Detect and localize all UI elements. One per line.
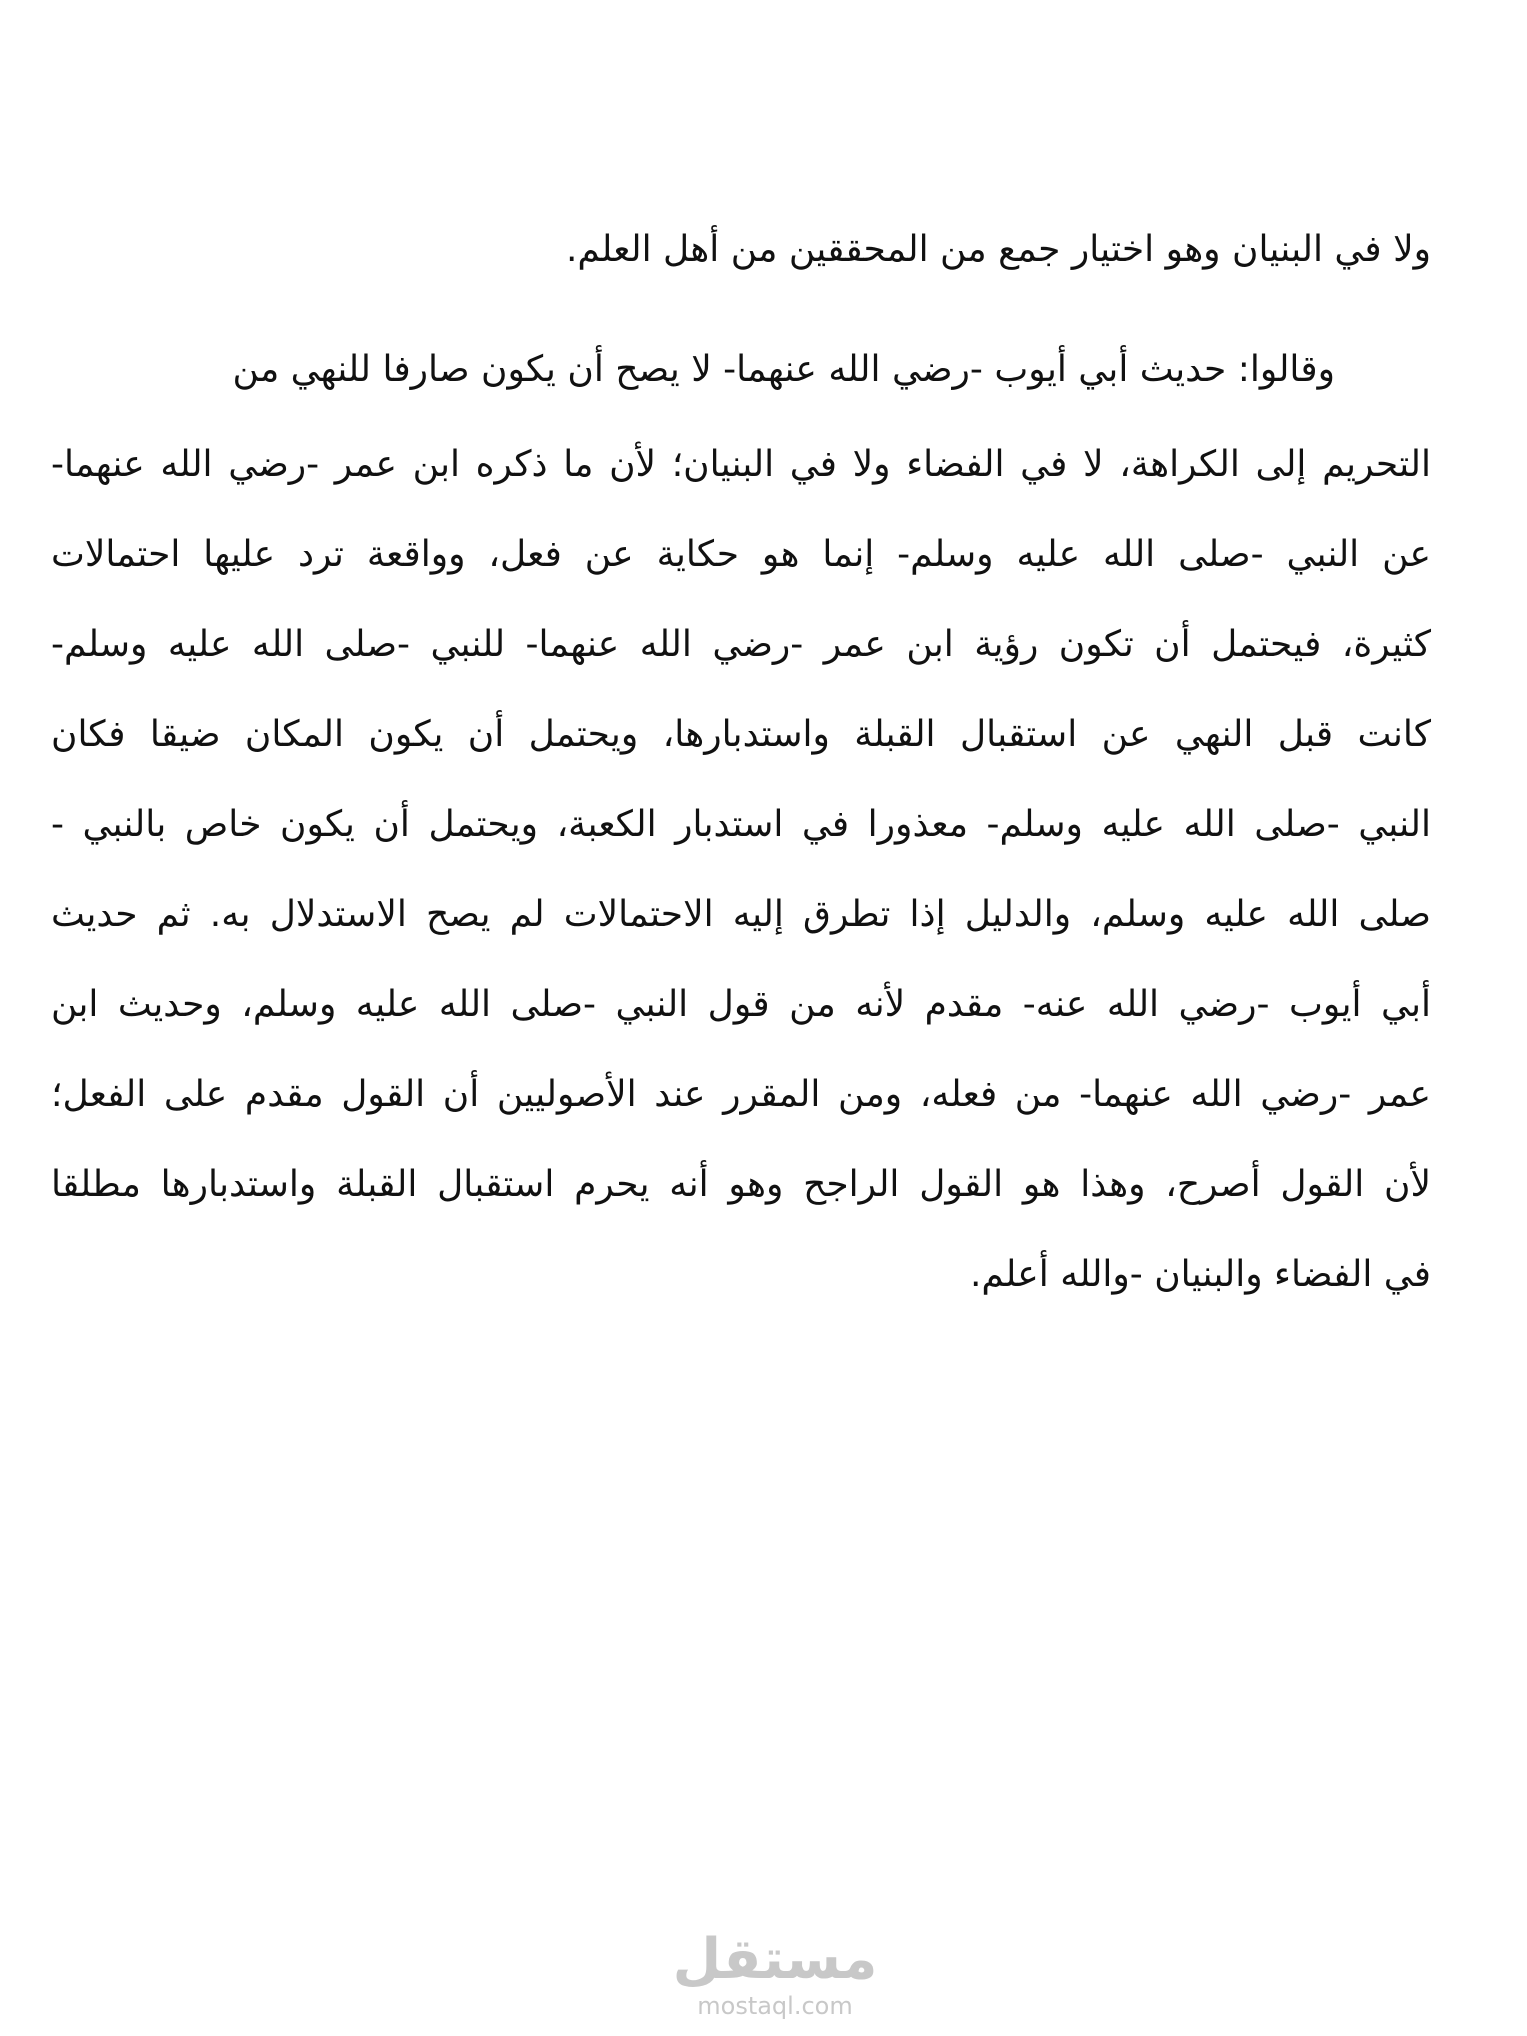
text-line-1: ولا في البنيان وهو اختيار جمع من المحققين من أهل العلم. (565, 229, 1431, 270)
text-line-8: صلى الله عليه وسلم، والدليل إذا تطرق إليه الاحتمالات لم يصح الاستدلال به. ثم حديث (51, 894, 1431, 935)
text-line-9: أبي أيوب -رضي الله عنه- مقدم لأنه من قول النبي -صلى الله عليه وسلم، وحديث ابن (51, 984, 1431, 1025)
text-line-12: في الفضاء والبنيان -والله أعلم. (969, 1254, 1431, 1295)
text-line-4: عن النبي -صلى الله عليه وسلم- إنما هو حكاية عن فعل، وواقعة ترد عليها احتمالات (51, 534, 1431, 575)
text-line-11: لأن القول أصرح، وهذا هو القول الراجح وهو أنه يحرم استقبال القبلة واستدبارها مطلقا (51, 1164, 1431, 1205)
watermark-url: mostaql.com (697, 1992, 853, 2020)
text-line-2: وقالوا: حديث أبي أيوب -رضي الله عنهما- لا يصح أن يكون صارفا للنهي من (232, 349, 1335, 390)
text-line-7: النبي -صلى الله عليه وسلم- معذورا في استدبار الكعبة، ويحتمل أن يكون خاص بالنبي - (51, 804, 1431, 845)
text-line-10: عمر -رضي الله عنهما- من فعله، ومن المقرر عند الأصوليين أن القول مقدم على الفعل؛ (51, 1074, 1431, 1115)
text-line-5: كثيرة، فيحتمل أن تكون رؤية ابن عمر -رضي الله عنهما- للنبي -صلى الله عليه وسلم- (51, 624, 1431, 665)
mostaql-watermark (670, 1928, 880, 2020)
watermark-logo: مستقل (672, 1927, 878, 1992)
text-line-6: كانت قبل النهي عن استقبال القبلة واستدبارها، ويحتمل أن يكون المكان ضيقا فكان (51, 714, 1431, 755)
text-line-3: التحريم إلى الكراهة، لا في الفضاء ولا في البنيان؛ لأن ما ذكره ابن عمر -رضي الله عنهما- (51, 444, 1431, 485)
